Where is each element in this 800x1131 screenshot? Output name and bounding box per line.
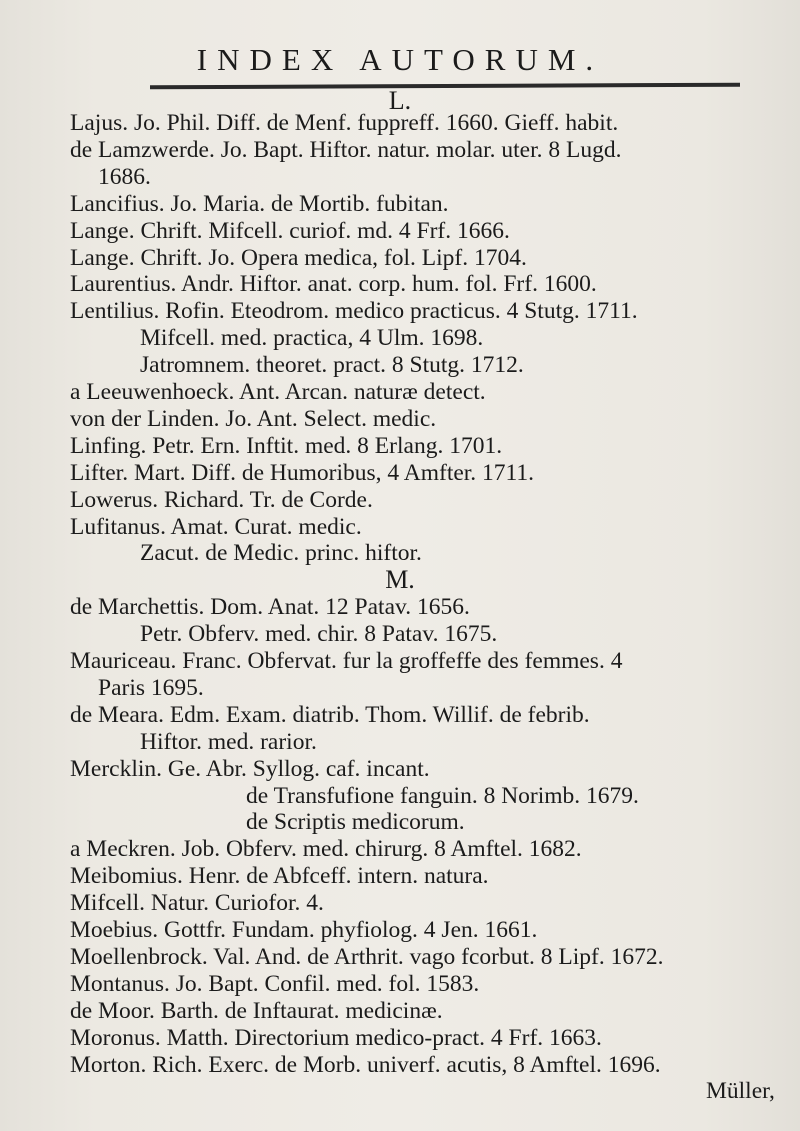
index-entry: a Leeuwenhoeck. Ant. Arcan. naturæ detect.	[70, 379, 486, 405]
index-entry: Moronus. Matth. Directorium medico-pract. 4 Frf. 1663.	[70, 1024, 602, 1051]
index-entry: de Moor. Barth. de Inftaurat. medicinæ.	[70, 997, 443, 1024]
index-entry: Montanus. Jo. Bapt. Confil. med. fol. 1583.	[70, 970, 480, 997]
index-entry: Mercklin. Ge. Abr. Syllog. caf. incant.	[70, 755, 430, 782]
index-entry: Lancifius. Jo. Maria. de Mortib. fubitan.	[70, 190, 449, 217]
index-entry: von der Linden. Jo. Ant. Select. medic.	[70, 405, 437, 432]
index-entry: Lentilius. Rofin. Eteodrom. medico practicus. 4 Stutg. 1711.	[70, 298, 638, 325]
index-entry: Lufitanus. Amat. Curat. medic.	[70, 513, 362, 540]
index-entry: Jatromnem. theoret. pract. 8 Stutg. 1712.	[140, 352, 524, 379]
index-entry: Morton. Rich. Exerc. de Morb. univerf. acutis, 8 Amftel. 1696.	[70, 1051, 661, 1078]
index-entry: Lajus. Jo. Phil. Diff. de Menf. fuppreff. 1660. Gieff. habit.	[70, 110, 619, 136]
index-entry: Paris 1695.	[98, 674, 204, 701]
section-letter: M.	[385, 565, 415, 595]
index-entry: Lange. Chrift. Mifcell. curiof. md. 4 Frf. 1666.	[70, 217, 510, 244]
index-entry: Moebius. Gottfr. Fundam. phyfiolog. 4 Jen. 1661.	[70, 917, 538, 943]
index-entry: de Scriptis medicorum.	[246, 809, 465, 836]
index-entry: Mauriceau. Franc. Obfervat. fur la groffeffe des femmes. 4	[70, 648, 623, 674]
index-entry: Lifter. Mart. Diff. de Humoribus, 4 Amfter. 1711.	[70, 459, 535, 486]
index-entry: Linfing. Petr. Ern. Inftit. med. 8 Erlang. 1701.	[70, 432, 503, 459]
index-entry: Müller,	[706, 1078, 775, 1105]
index-entry: Meibomius. Henr. de Abfceff. intern. natura.	[70, 863, 489, 890]
index-entry: de Transfufione fanguin. 8 Norimb. 1679.	[246, 782, 639, 809]
index-entry: Hiftor. med. rarior.	[140, 728, 317, 755]
index-entry: 1686.	[98, 163, 151, 190]
section-letter: L.	[388, 86, 412, 115]
index-entry: de Meara. Edm. Exam. diatrib. Thom. Willif. de febrib.	[70, 701, 590, 728]
index-entry: de Lamzwerde. Jo. Bapt. Hiftor. natur. molar. uter. 8 Lugd.	[70, 136, 622, 163]
index-entry: a Meckren. Job. Obferv. med. chirurg. 8 Amftel. 1682.	[70, 836, 582, 863]
index-entry: Petr. Obferv. med. chir. 8 Patav. 1675.	[140, 621, 498, 648]
index-entry: Lowerus. Richard. Tr. de Corde.	[70, 486, 373, 513]
index-entry: Moellenbrock. Val. And. de Arthrit. vago fcorbut. 8 Lipf. 1672.	[70, 943, 664, 970]
index-entry: de Marchettis. Dom. Anat. 12 Patav. 1656.	[70, 594, 470, 621]
index-entry: Mifcell. med. practica, 4 Ulm. 1698.	[140, 325, 484, 352]
index-entry: Lange. Chrift. Jo. Opera medica, fol. Lipf. 1704.	[70, 244, 527, 271]
index-entry: Mifcell. Natur. Curiofor. 4.	[70, 890, 324, 917]
index-entry: Laurentius. Andr. Hiftor. anat. corp. hum. fol. Frf. 1600.	[70, 271, 597, 298]
index-entry: Zacut. de Medic. princ. hiftor.	[140, 540, 422, 567]
page-header: INDEX AUTORUM.	[196, 42, 604, 77]
